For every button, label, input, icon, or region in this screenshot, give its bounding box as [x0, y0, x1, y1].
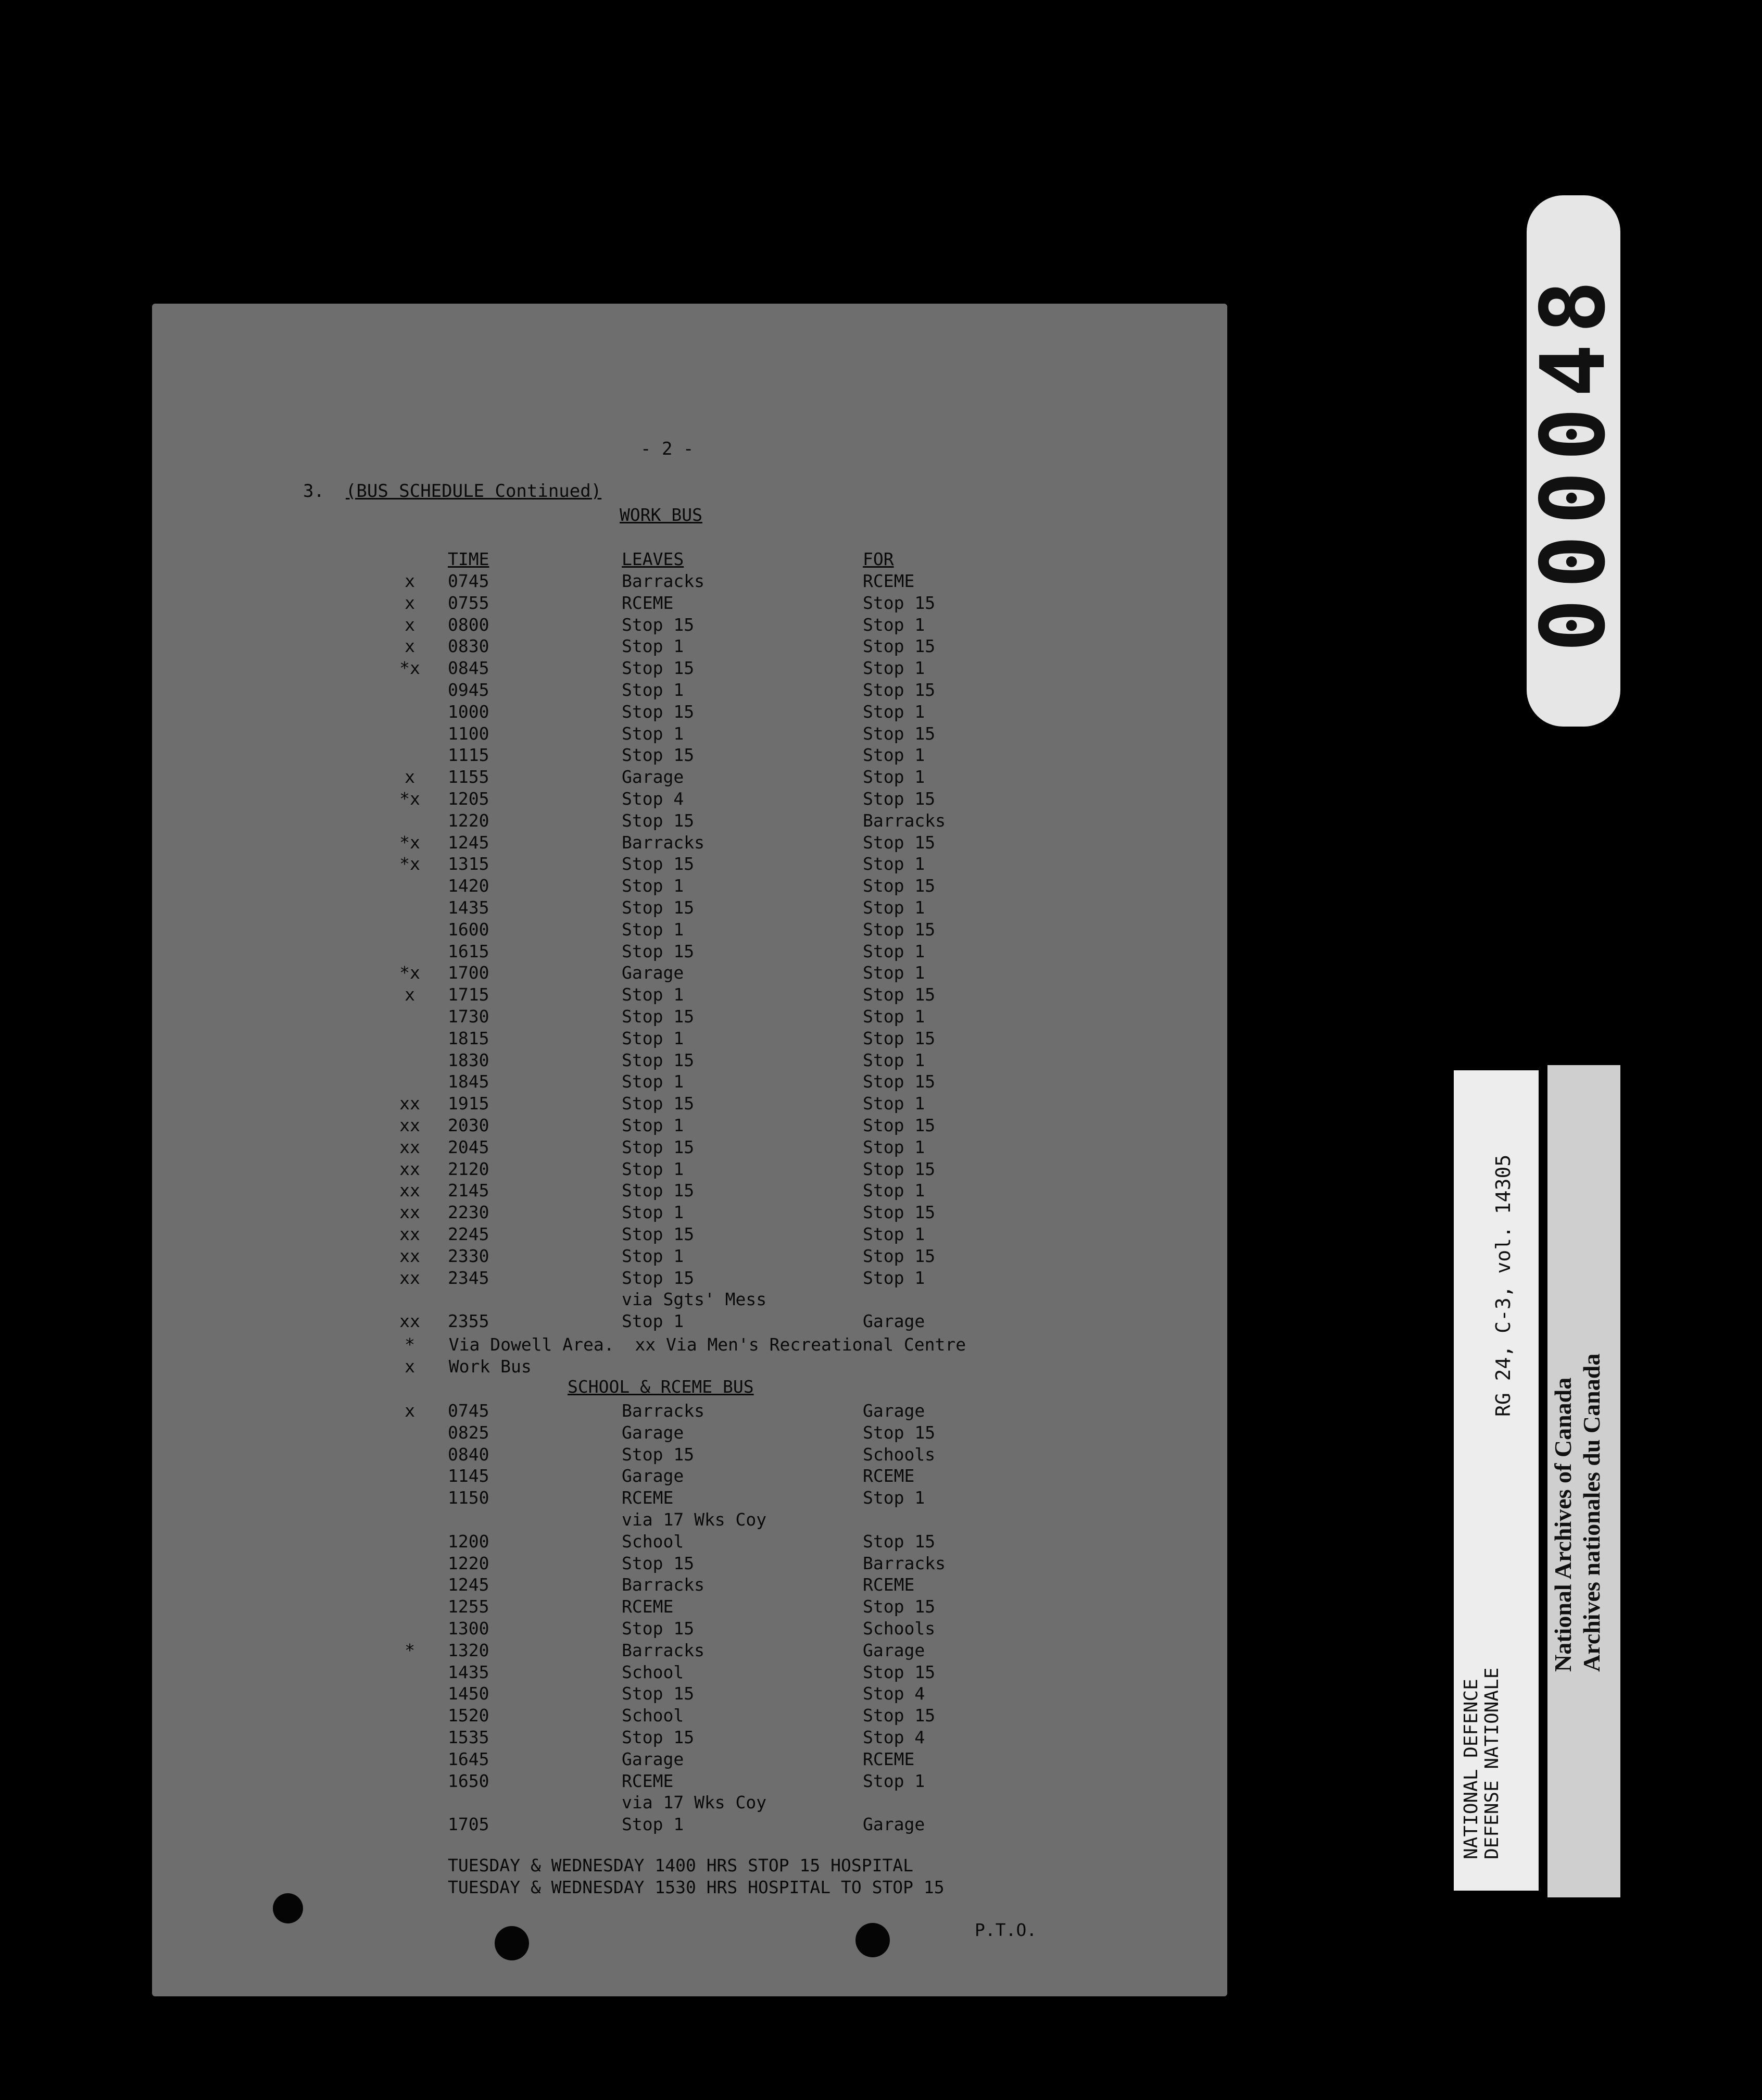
table-row — [0, 745, 1762, 767]
table-row — [0, 593, 1762, 615]
row-leaves: School — [622, 1705, 684, 1726]
section-title: (BUS SCHEDULE Continued) — [345, 481, 602, 502]
table-row — [0, 919, 1762, 941]
row-time: 1300 — [448, 1618, 489, 1639]
row-mark: x — [405, 571, 415, 591]
row-mark: *x — [399, 658, 420, 679]
row-destination: Stop 1 — [863, 658, 925, 679]
row-destination: Stop 15 — [863, 723, 936, 744]
row-time: 1730 — [448, 1006, 489, 1027]
row-time: 2355 — [448, 1311, 489, 1332]
row-destination: Stop 15 — [863, 1158, 936, 1179]
row-leaves: Garage — [622, 963, 684, 983]
row-time: 1705 — [448, 1814, 489, 1835]
row-time: 1520 — [448, 1705, 489, 1726]
table-row — [0, 963, 1762, 984]
row-leaves: Stop 1 — [622, 1814, 684, 1835]
table-row — [0, 636, 1762, 658]
row-time: 1155 — [448, 767, 489, 788]
row-time: 1100 — [448, 723, 489, 744]
row-time: 1715 — [448, 984, 489, 1005]
row-leaves: Stop 15 — [622, 1618, 695, 1639]
row-leaves: Stop 1 — [622, 1028, 684, 1048]
row-time: 0745 — [448, 571, 489, 591]
row-time: 1915 — [448, 1093, 489, 1114]
row-time: 1645 — [448, 1748, 489, 1769]
row-destination: Stop 1 — [863, 745, 925, 766]
row-time: 1220 — [448, 1553, 489, 1573]
row-leaves: Stop 1 — [622, 723, 684, 744]
table-row — [0, 854, 1762, 876]
row-time: 2045 — [448, 1136, 489, 1157]
row-time: 0800 — [448, 614, 489, 635]
row-leaves: Stop 1 — [622, 1202, 684, 1223]
table-row — [0, 767, 1762, 789]
row-destination: Stop 15 — [863, 1531, 936, 1552]
row-leaves: Garage — [622, 1466, 684, 1486]
legend-line-1: * Via Dowell Area. xx Via Men's Recreational Centre — [405, 1334, 966, 1355]
national-defence-fr: DEFENSE NATIONALE — [1481, 1667, 1503, 1859]
row-leaves: Garage — [622, 1422, 684, 1443]
row-time: 1145 — [448, 1466, 489, 1486]
row-time: 2345 — [448, 1267, 489, 1288]
row-mark: xx — [399, 1180, 420, 1201]
national-defence-en: NATIONAL DEFENCE — [1461, 1679, 1482, 1859]
table-row — [0, 984, 1762, 1006]
row-mark: xx — [399, 1267, 420, 1288]
row-destination: Garage — [863, 1640, 925, 1660]
header-leaves: LEAVES — [622, 549, 684, 569]
row-time: 1600 — [448, 919, 489, 940]
row-destination: RCEME — [863, 1574, 915, 1595]
row-time: 1435 — [448, 1661, 489, 1682]
row-destination: Stop 1 — [863, 1006, 925, 1027]
row-leaves: Stop 15 — [622, 854, 695, 874]
row-leaves: RCEME — [622, 1488, 674, 1508]
header-time: TIME — [448, 549, 489, 569]
row-leaves: Stop 15 — [622, 614, 695, 635]
row-time: 1450 — [448, 1683, 489, 1704]
row-leaves: Stop 15 — [622, 1224, 695, 1244]
row-destination: Stop 15 — [863, 919, 936, 940]
row-mark: *x — [399, 963, 420, 983]
row-time: 1245 — [448, 1574, 489, 1595]
row-time: 1255 — [448, 1596, 489, 1617]
row-time: 1320 — [448, 1640, 489, 1660]
row-leaves: Barracks — [622, 832, 704, 853]
row-destination: Stop 1 — [863, 1267, 925, 1288]
row-leaves: Stop 15 — [622, 1267, 695, 1288]
row-mark: *x — [399, 789, 420, 809]
row-leaves: Stop 1 — [622, 984, 684, 1005]
table-row — [0, 832, 1762, 854]
row-mark: xx — [399, 1158, 420, 1179]
table-row — [0, 1028, 1762, 1050]
row-leaves: via Sgts' Mess — [622, 1289, 767, 1310]
row-destination: RCEME — [863, 1466, 915, 1486]
row-destination: Stop 1 — [863, 767, 925, 788]
row-destination: Schools — [863, 1444, 936, 1465]
row-time: 1115 — [448, 745, 489, 766]
footer-line-1: TUESDAY & WEDNESDAY 1400 HRS STOP 15 HOSPITAL — [448, 1855, 914, 1876]
punch-hole — [855, 1923, 890, 1957]
row-time: 1845 — [448, 1071, 489, 1092]
school-bus-title: SCHOOL & RCEME BUS — [568, 1377, 754, 1397]
row-leaves: Barracks — [622, 1574, 704, 1595]
row-leaves: Stop 1 — [622, 680, 684, 700]
row-leaves: Stop 15 — [622, 1727, 695, 1747]
row-destination: Garage — [863, 1401, 925, 1421]
row-destination: Stop 15 — [863, 680, 936, 700]
header-for: FOR — [863, 549, 894, 569]
row-leaves: Stop 15 — [622, 1683, 695, 1704]
row-time: 1830 — [448, 1049, 489, 1070]
row-leaves: Stop 15 — [622, 1006, 695, 1027]
row-mark: x — [405, 592, 415, 613]
row-leaves: School — [622, 1531, 684, 1552]
row-time: 2245 — [448, 1224, 489, 1244]
row-destination: Barracks — [863, 1553, 946, 1573]
archives-name-en: National Archives of Canada — [1550, 1377, 1576, 1672]
row-time: 0840 — [448, 1444, 489, 1465]
row-time: 0825 — [448, 1422, 489, 1443]
row-mark: xx — [399, 1245, 420, 1266]
page-number: - 2 - — [640, 439, 694, 459]
row-leaves: Stop 15 — [622, 1553, 695, 1573]
row-time: 2330 — [448, 1245, 489, 1266]
row-time: 1315 — [448, 854, 489, 874]
row-leaves: Stop 15 — [622, 941, 695, 961]
row-leaves: Stop 1 — [622, 1311, 684, 1332]
row-destination: Stop 1 — [863, 1136, 925, 1157]
row-leaves: School — [622, 1661, 684, 1682]
section-heading — [303, 481, 601, 502]
row-time: 1150 — [448, 1488, 489, 1508]
row-time: 1205 — [448, 789, 489, 809]
row-mark: xx — [399, 1136, 420, 1157]
row-leaves: RCEME — [622, 1770, 674, 1791]
row-leaves: Stop 15 — [622, 701, 695, 722]
row-destination: Stop 1 — [863, 701, 925, 722]
table-row — [0, 789, 1762, 810]
row-time: 1245 — [448, 832, 489, 853]
row-destination: Stop 1 — [863, 614, 925, 635]
archives-name-fr: Archives nationales du Canada — [1578, 1353, 1605, 1672]
row-destination: Stop 1 — [863, 963, 925, 983]
row-time: 1220 — [448, 810, 489, 831]
table-row — [0, 1006, 1762, 1028]
row-mark: x — [405, 636, 415, 657]
row-time: 1650 — [448, 1770, 489, 1791]
legend-line-2: x Work Bus — [405, 1356, 532, 1377]
row-leaves: Stop 15 — [622, 810, 695, 831]
punch-hole — [495, 1926, 529, 1960]
table-row — [0, 810, 1762, 832]
section-number: 3. — [303, 481, 324, 502]
row-time: 0845 — [448, 658, 489, 679]
footer-line-2: TUESDAY & WEDNESDAY 1530 HRS HOSPITAL TO STOP 15 — [448, 1877, 945, 1897]
row-leaves: via 17 Wks Coy — [622, 1792, 767, 1813]
row-destination: Stop 15 — [863, 832, 936, 853]
row-destination: Stop 1 — [863, 897, 925, 918]
row-leaves: Stop 1 — [622, 636, 684, 657]
row-mark: *x — [399, 854, 420, 874]
row-mark: xx — [399, 1093, 420, 1114]
row-destination: Stop 1 — [863, 941, 925, 961]
row-leaves: Stop 1 — [622, 1245, 684, 1266]
row-leaves: Barracks — [622, 1401, 704, 1421]
row-destination: Stop 15 — [863, 1245, 936, 1266]
row-destination: Stop 15 — [863, 1028, 936, 1048]
row-mark: x — [405, 984, 415, 1005]
row-mark: xx — [399, 1202, 420, 1223]
row-leaves: Stop 1 — [622, 919, 684, 940]
row-destination: Stop 1 — [863, 1093, 925, 1114]
row-leaves: Barracks — [622, 1640, 704, 1660]
row-mark: xx — [399, 1224, 420, 1244]
row-leaves: Stop 1 — [622, 1158, 684, 1179]
row-destination: Stop 4 — [863, 1727, 925, 1747]
row-time: 0745 — [448, 1401, 489, 1421]
pto-note: P.T.O. — [975, 1920, 1037, 1940]
row-leaves: RCEME — [622, 592, 674, 613]
row-time: 0830 — [448, 636, 489, 657]
row-leaves: Stop 15 — [622, 1136, 695, 1157]
work-bus-title: WORK BUS — [620, 505, 702, 525]
row-destination: Stop 15 — [863, 876, 936, 896]
row-leaves: Stop 15 — [622, 1444, 695, 1465]
row-leaves: Garage — [622, 1748, 684, 1769]
row-destination: Barracks — [863, 810, 946, 831]
table-row — [0, 702, 1762, 723]
row-destination: Garage — [863, 1814, 925, 1835]
row-leaves: Stop 1 — [622, 1115, 684, 1135]
row-destination: Stop 15 — [863, 1661, 936, 1682]
archive-reference: RG 24, C-3, vol. 14305 — [1492, 1154, 1515, 1417]
row-time: 2120 — [448, 1158, 489, 1179]
row-leaves: RCEME — [622, 1596, 674, 1617]
table-row — [0, 941, 1762, 963]
row-time: 0945 — [448, 680, 489, 700]
row-time: 1615 — [448, 941, 489, 961]
row-leaves: Stop 1 — [622, 876, 684, 896]
row-mark: *x — [399, 832, 420, 853]
row-destination: Stop 1 — [863, 1180, 925, 1201]
row-time: 1420 — [448, 876, 489, 896]
row-time: 2030 — [448, 1115, 489, 1135]
row-destination: Stop 15 — [863, 1422, 936, 1443]
row-time: 2230 — [448, 1202, 489, 1223]
row-destination: Stop 15 — [863, 789, 936, 809]
row-time: 1200 — [448, 1531, 489, 1552]
row-destination: Stop 15 — [863, 1202, 936, 1223]
row-leaves: Stop 15 — [622, 1180, 695, 1201]
row-leaves: Stop 4 — [622, 789, 684, 809]
row-mark: x — [405, 1401, 415, 1421]
row-destination: Schools — [863, 1618, 936, 1639]
row-time: 1535 — [448, 1727, 489, 1747]
table-row — [0, 680, 1762, 702]
row-leaves: Stop 15 — [622, 745, 695, 766]
row-leaves: Stop 15 — [622, 1093, 695, 1114]
row-leaves: Stop 1 — [622, 1071, 684, 1092]
row-destination: Stop 1 — [863, 1049, 925, 1070]
table-row — [0, 876, 1762, 897]
row-time: 1000 — [448, 701, 489, 722]
row-leaves: Barracks — [622, 571, 704, 591]
table-row — [0, 897, 1762, 919]
row-destination: Garage — [863, 1311, 925, 1332]
row-destination: Stop 15 — [863, 1115, 936, 1135]
row-destination: Stop 15 — [863, 984, 936, 1005]
table-row — [0, 1050, 1762, 1072]
row-destination: Stop 1 — [863, 1224, 925, 1244]
row-destination: Stop 1 — [863, 854, 925, 874]
table-row — [0, 571, 1762, 593]
row-leaves: via 17 Wks Coy — [622, 1509, 767, 1530]
reel-number: 000048 — [1522, 269, 1625, 653]
row-destination: Stop 15 — [863, 1071, 936, 1092]
table-row — [0, 658, 1762, 680]
row-destination: Stop 1 — [863, 1488, 925, 1508]
row-destination: Stop 1 — [863, 1770, 925, 1791]
row-destination: Stop 15 — [863, 636, 936, 657]
row-mark: xx — [399, 1311, 420, 1332]
row-mark: xx — [399, 1115, 420, 1135]
row-destination: Stop 15 — [863, 1705, 936, 1726]
punch-hole — [273, 1893, 303, 1923]
row-time: 1435 — [448, 897, 489, 918]
row-leaves: Stop 15 — [622, 897, 695, 918]
row-destination: RCEME — [863, 1748, 915, 1769]
row-time: 0755 — [448, 592, 489, 613]
row-leaves: Garage — [622, 767, 684, 788]
row-mark: * — [405, 1640, 415, 1660]
table-row — [0, 723, 1762, 745]
row-destination: Stop 15 — [863, 1596, 936, 1617]
row-destination: Stop 15 — [863, 592, 936, 613]
row-destination: Stop 4 — [863, 1683, 925, 1704]
row-time: 2145 — [448, 1180, 489, 1201]
row-leaves: Stop 15 — [622, 658, 695, 679]
table-row — [0, 615, 1762, 636]
row-time: 1700 — [448, 963, 489, 983]
row-mark: x — [405, 614, 415, 635]
row-mark: x — [405, 767, 415, 788]
row-destination: RCEME — [863, 571, 915, 591]
row-time: 1815 — [448, 1028, 489, 1048]
row-leaves: Stop 15 — [622, 1049, 695, 1070]
